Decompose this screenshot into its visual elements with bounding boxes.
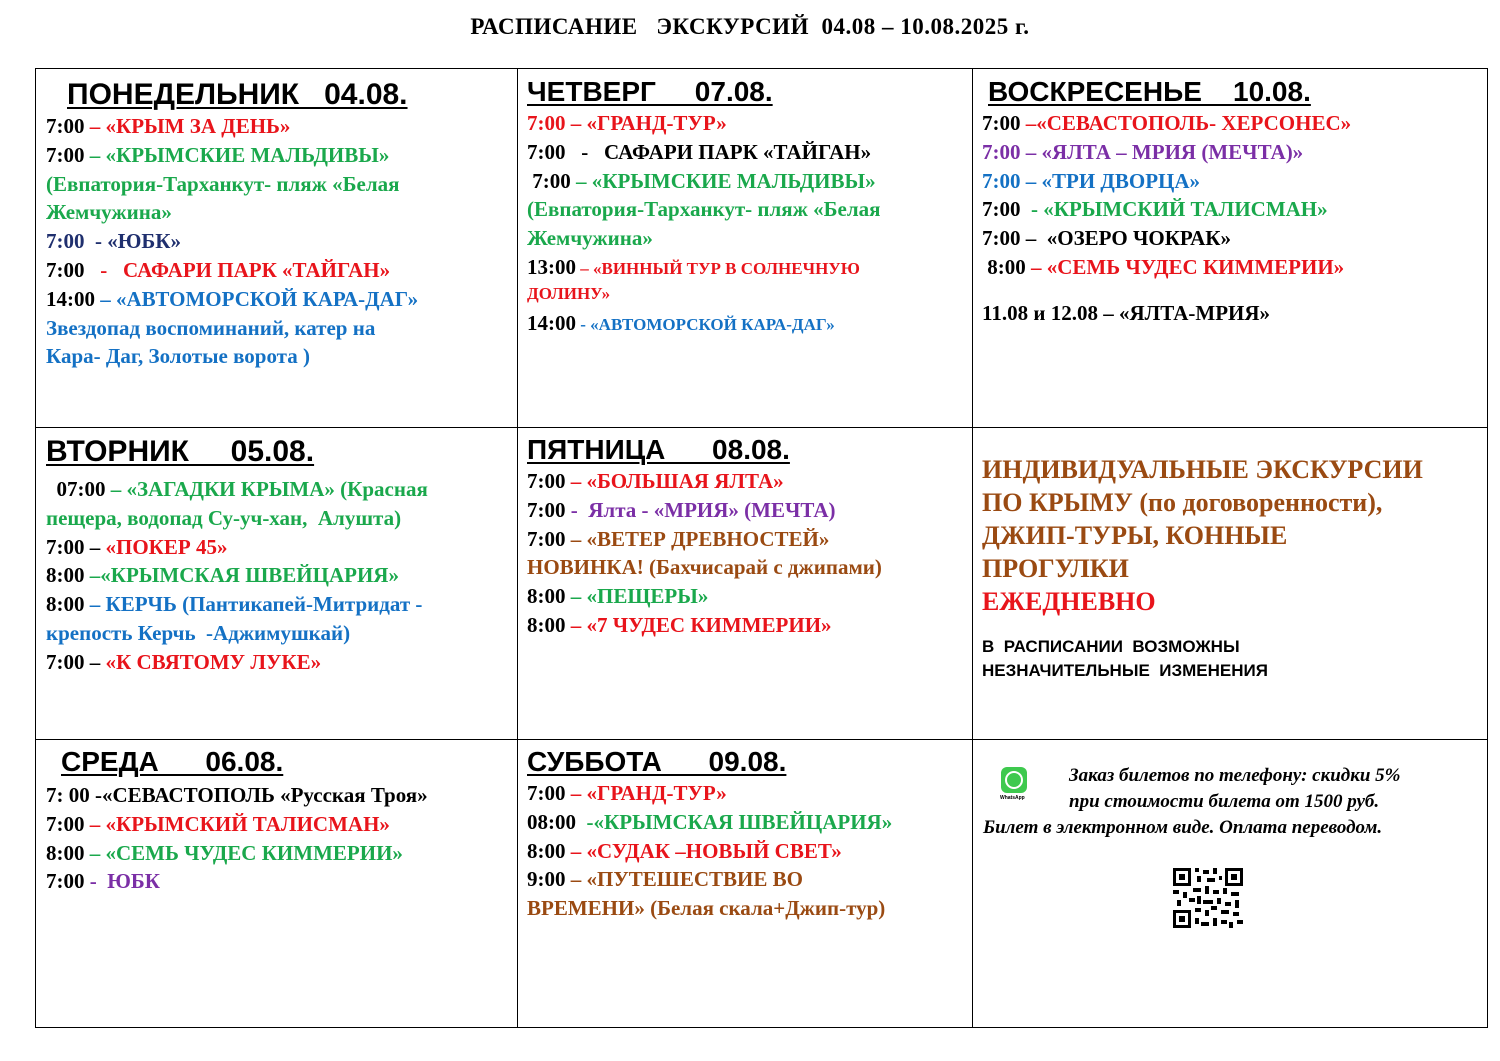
excursion-line [46, 170, 511, 199]
excursion-time: 7:00 [46, 229, 85, 254]
excursion-line [46, 227, 511, 256]
excursion-time: 7:00 – «ЯЛТА – МРИЯ (МЕЧТА)» [982, 139, 1304, 164]
whatsapp-icon[interactable] [1001, 767, 1027, 793]
excursion-time: 7:00 [527, 168, 571, 193]
excursion-line [46, 314, 511, 343]
excursion-line [527, 109, 967, 138]
excursion-title: –«КРЫМСКАЯ ШВЕЙЦАРИЯ» [89, 563, 399, 588]
excursion-line [46, 810, 516, 839]
friday-header: ПЯТНИЦА 08.08. [527, 434, 790, 465]
excursion-time: 8:00 [527, 584, 566, 609]
excursion-title: «К СВЯТОМУ ЛУКЕ» [105, 649, 322, 674]
excursion-title: – «БОЛЬШАЯ ЯЛТА» [565, 469, 784, 493]
excursion-title: -«КРЫМСКАЯ ШВЕЙЦАРИЯ» [576, 809, 893, 834]
excursion-line [527, 808, 967, 837]
excursion-time: 7:00 [527, 781, 566, 805]
excursion-title: – «СЕМЬ ЧУДЕС КИММЕРИИ» [84, 840, 403, 865]
excursion-title: – «ГРАНД-ТУР» [565, 781, 727, 805]
excursion-time: 7:00 – «ТРИ ДВОРЦА» [982, 168, 1201, 193]
saturday-excursions [527, 779, 967, 923]
note-line: В РАСПИСАНИИ ВОЗМОЖНЫ [982, 637, 1240, 656]
excursion-line [46, 475, 511, 504]
note-line: НЕЗНАЧИТЕЛЬНЫЕ ИЗМЕНЕНИЯ [982, 661, 1268, 680]
schedule-table [35, 68, 1488, 1028]
excursion-title: - «ЮБК» [84, 229, 181, 254]
tuesday-header: ВТОРНИК 05.08. [46, 435, 315, 468]
order-line-3: Билет в электронном виде. Оплата переводом. [983, 817, 1383, 838]
excursion-line [527, 525, 967, 554]
excursion-title: Кара- Даг, Золотые ворота ) [46, 344, 310, 369]
saturday-cell [527, 745, 967, 923]
tuesday-cell [46, 435, 511, 677]
excursion-title: (Евпатория-Тарханкут- пляж «Белая [46, 171, 400, 196]
excursion-title: (Евпатория-Тарханкут- пляж «Белая [527, 197, 881, 222]
excursion-time: 7:00 - САФАРИ ПАРК «ТАЙГАН» [527, 139, 872, 164]
individual-line: ПО КРЫМУ (по договоренности), [982, 488, 1383, 517]
excursion-line [982, 253, 1482, 282]
excursion-time: 9:00 [527, 867, 566, 892]
excursion-title: – КЕРЧЬ (Пантикапей-Митридат - [84, 592, 423, 617]
excursion-line [527, 224, 967, 253]
excursion-line [527, 837, 967, 866]
whatsapp-label: WhatsApp [1000, 795, 1025, 801]
friday-excursions [527, 467, 967, 640]
excursion-line [527, 138, 967, 167]
excursion-line [46, 619, 511, 648]
page-title: РАСПИСАНИЕ ЭКСКУРСИЙ 04.08 – 10.08.2025 г. [470, 14, 1030, 39]
order-info [1069, 763, 1401, 815]
excursion-time: 08:00 [527, 809, 576, 834]
excursion-time: 8:00 [46, 592, 85, 617]
monday-cell [46, 78, 511, 371]
excursion-title: НОВИНКА! (Бахчисарай с джипами) [527, 555, 882, 580]
excursion-title: пещера, водопад Су-уч-хан, Алушта) [46, 505, 402, 530]
excursion-time: 8:00 [527, 612, 566, 637]
excursion-title: – «АВТОМОРСКОЙ КАРА-ДАГ» [95, 286, 419, 311]
excursion-line [527, 195, 967, 224]
excursion-line [46, 342, 511, 371]
excursion-title: - Ялта - «МРИЯ» (МЕЧТА) [565, 497, 836, 522]
excursion-title: – «7 ЧУДЕС КИММЕРИИ» [565, 612, 832, 637]
wednesday-excursions [46, 781, 516, 896]
excursion-time: 7:00 [46, 257, 85, 282]
wednesday-lines-wrap [46, 781, 516, 896]
individual-cell [982, 453, 1482, 683]
schedule-note [982, 635, 1482, 683]
excursion-line [527, 865, 967, 894]
excursion-time: 7:00 [982, 111, 1021, 135]
excursion-line [46, 781, 516, 810]
excursion-title: «ПОКЕР 45» [105, 534, 228, 559]
thursday-wine-time: 13:00 [527, 254, 576, 279]
saturday-header: СУББОТА 09.08. [527, 746, 787, 777]
excursion-line [46, 867, 516, 896]
sunday-cell [982, 75, 1482, 328]
excursion-title: – «КРЫМ ЗА ДЕНЬ» [84, 114, 291, 138]
wednesday-cell [61, 745, 516, 779]
individual-line: ПРОГУЛКИ [982, 554, 1129, 583]
excursion-time: 7:00 [982, 197, 1021, 222]
excursion-title: – «ПЕЩЕРЫ» [565, 584, 709, 609]
friday-cell [527, 433, 967, 640]
excursion-line [46, 533, 511, 562]
excursion-title: крепость Керчь -Аджимушкай) [46, 620, 351, 645]
sunday-excursions [982, 109, 1482, 282]
thursday-wine-tour [527, 253, 967, 305]
sunday-extra: 11.08 и 12.08 – «ЯЛТА-МРИЯ» [982, 300, 1271, 325]
column-divider [517, 69, 518, 1027]
excursion-time: 8:00 [46, 840, 85, 865]
excursion-line [46, 112, 511, 141]
excursion-title: Звездопад воспоминаний, катер на [46, 315, 376, 340]
excursion-line [46, 590, 511, 619]
individual-daily: ЕЖЕДНЕВНО [982, 587, 1156, 616]
thursday-karadag-title: - «АВТОМОРСКОЙ КАРА-ДАГ» [576, 314, 835, 334]
excursion-line [527, 779, 967, 808]
excursion-title: - ЮБК [84, 869, 160, 894]
excursion-title: – «ВЕТЕР ДРЕВНОСТЕЙ» [565, 526, 830, 551]
excursion-line [46, 141, 511, 170]
excursion-title: – «СЕМЬ ЧУДЕС КИММЕРИИ» [1025, 254, 1345, 279]
excursion-title: – «ЗАГАДКИ КРЫМА» (Красная [105, 477, 428, 501]
thursday-karadag [527, 309, 967, 338]
excursion-time: 7:00 [527, 526, 566, 551]
excursion-title: - САФАРИ ПАРК «ТАЙГАН» [84, 257, 391, 282]
excursion-time: 8:00 [527, 838, 566, 863]
excursion-line [46, 561, 511, 590]
excursion-title: ВРЕМЕНИ» (Белая скала+Джип-тур) [527, 896, 886, 921]
excursion-line [46, 285, 511, 314]
excursion-line [527, 582, 967, 611]
monday-excursions [46, 112, 511, 371]
order-line-1: Заказ билетов по телефону: скидки 5% [1069, 765, 1401, 786]
excursion-time: 7:00 – [46, 534, 106, 559]
excursion-time: 8:00 [46, 563, 90, 588]
excursion-time: 7:00 – «ОЗЕРО ЧОКРАК» [982, 226, 1231, 251]
excursion-line [46, 839, 516, 868]
thursday-karadag-time: 14:00 [527, 310, 576, 335]
excursion-line [527, 496, 967, 525]
excursion-time: 7:00 [46, 869, 85, 894]
individual-line: ИНДИВИДУАЛЬНЫЕ ЭКСКУРСИИ [982, 455, 1423, 484]
excursion-line [527, 553, 967, 582]
sunday-header: ВОСКРЕСЕНЬЕ 10.08. [988, 76, 1311, 107]
wednesday-header: СРЕДА 06.08. [61, 746, 284, 777]
row-divider [36, 427, 1487, 428]
contact-cell [973, 740, 1487, 1027]
thursday-wine-title-2: ДОЛИНУ» [527, 283, 611, 303]
monday-header: ПОНЕДЕЛЬНИК 04.08. [67, 78, 408, 111]
excursion-line [982, 138, 1482, 167]
excursion-title: – «КРЫМСКИЕ МАЛЬДИВЫ» [570, 168, 876, 193]
thursday-excursions [527, 109, 967, 253]
excursion-title: – «КРЫМСКИЙ ТАЛИСМАН» [84, 811, 390, 836]
thursday-header: ЧЕТВЕРГ 07.08. [527, 76, 773, 107]
excursion-line [982, 167, 1482, 196]
excursion-title: – «ПУТЕШЕСТВИЕ ВО [565, 867, 803, 892]
qr-code-icon[interactable] [1173, 868, 1243, 928]
excursion-line [46, 504, 511, 533]
excursion-time: 14:00 [46, 286, 95, 311]
excursion-time: 7:00 – [46, 649, 106, 674]
excursion-line [46, 198, 511, 227]
order-line-2: при стоимости билета от 1500 руб. [1069, 791, 1380, 812]
tuesday-excursions [46, 475, 511, 677]
excursion-time: 7:00 [527, 469, 566, 493]
excursion-title: - «КРЫМСКИЙ ТАЛИСМАН» [1020, 197, 1328, 222]
excursion-line [527, 467, 967, 496]
excursion-time: 7:00 [46, 811, 85, 836]
excursion-title: –«СЕВАСТОПОЛЬ- ХЕРСОНЕС» [1020, 111, 1352, 135]
excursion-title: – «СУДАК –НОВЫЙ СВЕТ» [565, 838, 842, 863]
excursion-line [527, 611, 967, 640]
excursion-time: 07:00 [46, 477, 106, 501]
excursion-time: 7:00 [527, 497, 566, 522]
excursion-line [527, 167, 967, 196]
excursion-time: 7: 00 -«СЕВАСТОПОЛЬ «Русская Троя» [46, 783, 428, 807]
excursion-time: 7:00 [46, 114, 85, 138]
excursion-title: – «КРЫМСКИЕ МАЛЬДИВЫ» [84, 142, 390, 167]
thursday-wine-title: – «ВИННЫЙ ТУР В СОЛНЕЧНУЮ [576, 258, 860, 278]
excursion-line [982, 109, 1482, 138]
excursion-title: Жемчужина» [527, 226, 653, 251]
excursion-time: 7:00 – «ГРАНД-ТУР» [527, 111, 727, 135]
individual-line: ДЖИП-ТУРЫ, КОННЫЕ [982, 521, 1288, 550]
excursion-line [982, 195, 1482, 224]
thursday-cell [527, 75, 967, 338]
excursion-title: Жемчужина» [46, 200, 172, 225]
excursion-line [46, 648, 511, 677]
excursion-time: 8:00 [982, 254, 1026, 279]
individual-excursions [982, 453, 1482, 585]
excursion-line [982, 224, 1482, 253]
excursion-time: 7:00 [46, 142, 85, 167]
excursion-line [527, 894, 967, 923]
excursion-line [46, 256, 511, 285]
